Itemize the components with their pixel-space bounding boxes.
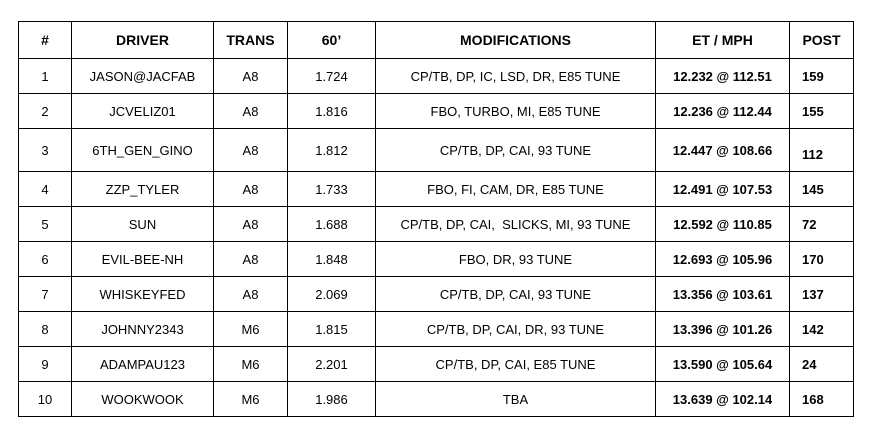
cell-number: 7 (19, 277, 72, 312)
header-row (19, 22, 854, 59)
cell-driver: SUN (72, 207, 214, 242)
cell-sixty-foot: 1.816 (288, 94, 376, 129)
cell-trans: A8 (214, 59, 288, 94)
cell-trans: A8 (214, 277, 288, 312)
cell-trans: A8 (214, 94, 288, 129)
results-table (18, 21, 854, 417)
cell-modifications: CP/TB, DP, CAI, SLICKS, MI, 93 TUNE (376, 207, 656, 242)
cell-sixty-foot: 1.815 (288, 312, 376, 347)
cell-sixty-foot: 2.201 (288, 347, 376, 382)
header-sixty-foot: 60’ (288, 22, 376, 59)
cell-number: 5 (19, 207, 72, 242)
cell-et-mph: 13.396 @ 101.26 (656, 312, 790, 347)
cell-et-mph: 12.232 @ 112.51 (656, 59, 790, 94)
cell-trans: A8 (214, 207, 288, 242)
table-row (19, 129, 854, 172)
cell-number: 2 (19, 94, 72, 129)
table-row (19, 312, 854, 347)
cell-driver: 6TH_GEN_GINO (72, 129, 214, 172)
table-row (19, 94, 854, 129)
cell-modifications: CP/TB, DP, CAI, DR, 93 TUNE (376, 312, 656, 347)
header-post: POST (790, 22, 854, 59)
cell-sixty-foot: 2.069 (288, 277, 376, 312)
cell-modifications: CP/TB, DP, IC, LSD, DR, E85 TUNE (376, 59, 656, 94)
cell-trans: M6 (214, 347, 288, 382)
cell-driver: JCVELIZ01 (72, 94, 214, 129)
cell-post: 168 (790, 382, 854, 417)
cell-sixty-foot: 1.812 (288, 129, 376, 172)
cell-et-mph: 13.590 @ 105.64 (656, 347, 790, 382)
table-row (19, 59, 854, 94)
cell-driver: WHISKEYFED (72, 277, 214, 312)
cell-post: 170 (790, 242, 854, 277)
header-number: # (19, 22, 72, 59)
table-row (19, 207, 854, 242)
cell-et-mph: 12.447 @ 108.66 (656, 129, 790, 172)
header-modifications: MODIFICATIONS (376, 22, 656, 59)
cell-modifications: CP/TB, DP, CAI, 93 TUNE (376, 277, 656, 312)
table-row (19, 242, 854, 277)
cell-et-mph: 12.236 @ 112.44 (656, 94, 790, 129)
cell-sixty-foot: 1.733 (288, 172, 376, 207)
cell-post: 72 (790, 207, 854, 242)
cell-et-mph: 13.639 @ 102.14 (656, 382, 790, 417)
cell-post: 24 (790, 347, 854, 382)
cell-number: 3 (19, 129, 72, 172)
cell-driver: EVIL-BEE-NH (72, 242, 214, 277)
cell-post: 137 (790, 277, 854, 312)
cell-sixty-foot: 1.986 (288, 382, 376, 417)
cell-modifications: TBA (376, 382, 656, 417)
cell-post: 155 (790, 94, 854, 129)
cell-modifications: CP/TB, DP, CAI, E85 TUNE (376, 347, 656, 382)
table-header (19, 22, 854, 59)
table-row (19, 347, 854, 382)
cell-number: 8 (19, 312, 72, 347)
cell-trans: M6 (214, 382, 288, 417)
cell-sixty-foot: 1.688 (288, 207, 376, 242)
cell-trans: A8 (214, 172, 288, 207)
cell-driver: ZZP_TYLER (72, 172, 214, 207)
cell-modifications: FBO, FI, CAM, DR, E85 TUNE (376, 172, 656, 207)
table-row (19, 172, 854, 207)
cell-driver: JOHNNY2343 (72, 312, 214, 347)
cell-driver: JASON@JACFAB (72, 59, 214, 94)
cell-sixty-foot: 1.848 (288, 242, 376, 277)
cell-driver: WOOKWOOK (72, 382, 214, 417)
cell-number: 6 (19, 242, 72, 277)
cell-et-mph: 12.693 @ 105.96 (656, 242, 790, 277)
cell-post: 142 (790, 312, 854, 347)
cell-number: 10 (19, 382, 72, 417)
table-row (19, 382, 854, 417)
cell-et-mph: 12.491 @ 107.53 (656, 172, 790, 207)
table-row (19, 277, 854, 312)
header-trans: TRANS (214, 22, 288, 59)
cell-et-mph: 12.592 @ 110.85 (656, 207, 790, 242)
cell-sixty-foot: 1.724 (288, 59, 376, 94)
cell-modifications: FBO, DR, 93 TUNE (376, 242, 656, 277)
cell-post: 159 (790, 59, 854, 94)
header-driver: DRIVER (72, 22, 214, 59)
header-et-mph: ET / MPH (656, 22, 790, 59)
table-body (19, 59, 854, 417)
cell-modifications: FBO, TURBO, MI, E85 TUNE (376, 94, 656, 129)
cell-number: 1 (19, 59, 72, 94)
cell-driver: ADAMPAU123 (72, 347, 214, 382)
cell-number: 9 (19, 347, 72, 382)
cell-number: 4 (19, 172, 72, 207)
cell-trans: A8 (214, 129, 288, 172)
cell-trans: M6 (214, 312, 288, 347)
cell-modifications: CP/TB, DP, CAI, 93 TUNE (376, 129, 656, 172)
cell-post: 112 (790, 129, 854, 172)
cell-post: 145 (790, 172, 854, 207)
cell-et-mph: 13.356 @ 103.61 (656, 277, 790, 312)
cell-trans: A8 (214, 242, 288, 277)
